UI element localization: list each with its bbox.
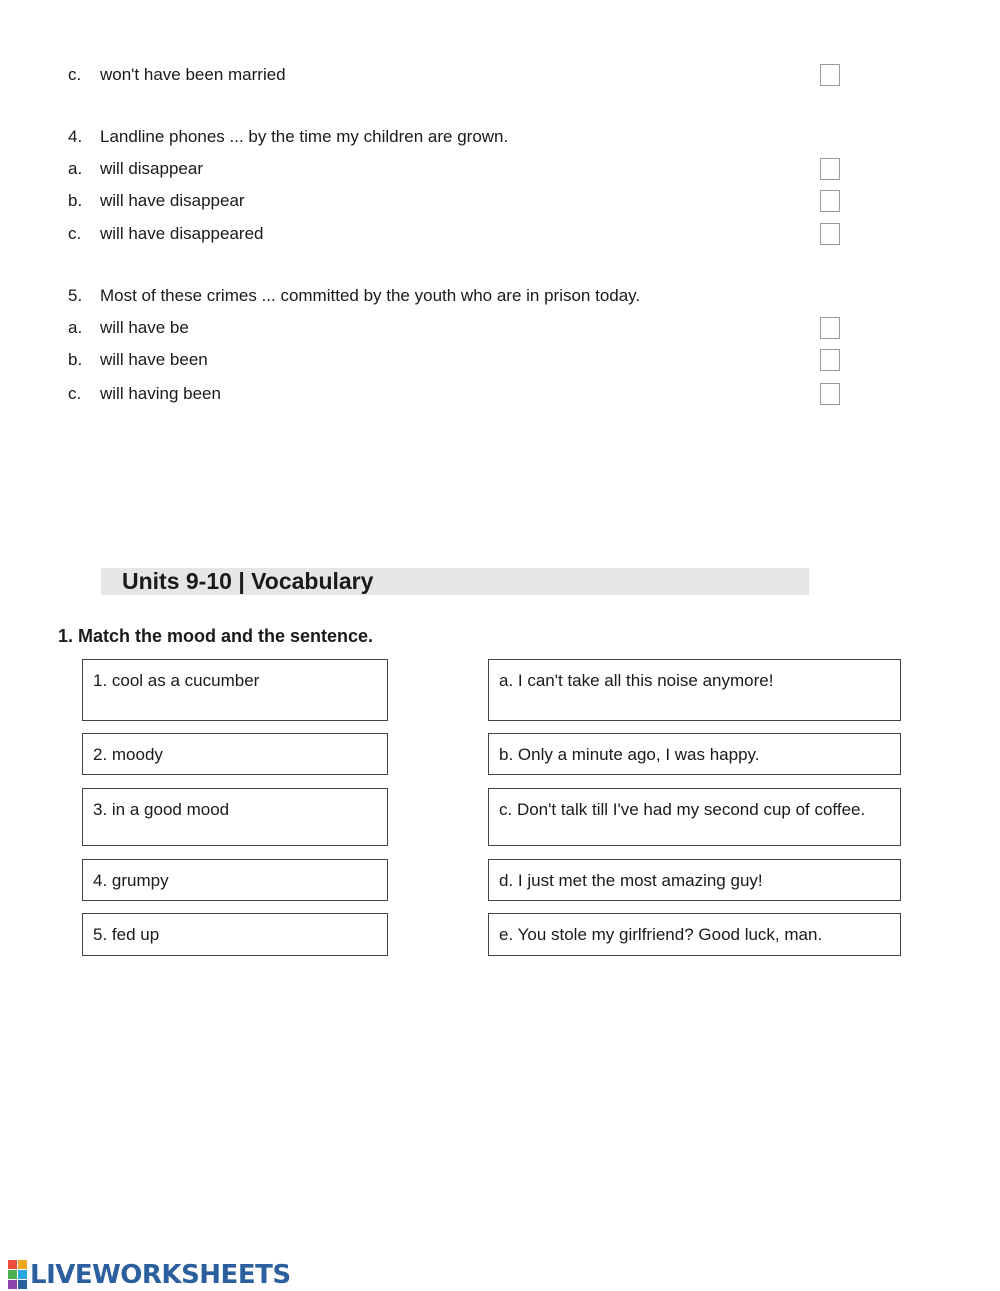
q5-number: 5. (68, 286, 83, 305)
q5-option-b-checkbox[interactable] (820, 349, 840, 371)
q3-option-c-text: won't have been married (100, 65, 286, 84)
section-title: Units 9-10 | Vocabulary (122, 568, 374, 594)
q5-option-a-text: will have be (100, 318, 189, 337)
match-left-item-4[interactable]: 4. grumpy (82, 859, 388, 901)
q5-option-c-text: will having been (100, 384, 221, 403)
liveworksheets-logo-icon (8, 1260, 27, 1289)
match-right-item-b[interactable]: b. Only a minute ago, I was happy. (488, 733, 901, 775)
match-left-item-1[interactable]: 1. cool as a cucumber (82, 659, 388, 721)
liveworksheets-logo (8, 1260, 291, 1289)
q4-option-c-letter: c. (68, 224, 82, 243)
match-right-item-a[interactable]: a. I can't take all this noise anymore! (488, 659, 901, 721)
q5-option-c-checkbox[interactable] (820, 383, 840, 405)
match-left-item-3[interactable]: 3. in a good mood (82, 788, 388, 846)
q4-option-b-checkbox[interactable] (820, 190, 840, 212)
q5-option-a-checkbox[interactable] (820, 317, 840, 339)
q4-option-b-letter: b. (68, 191, 83, 210)
q4-option-c-text: will have disappeared (100, 224, 264, 243)
match-right-item-d[interactable]: d. I just met the most amazing guy! (488, 859, 901, 901)
q5-prompt: Most of these crimes ... committed by the youth who are in prison today. (100, 286, 641, 305)
q4-option-a-letter: a. (68, 159, 83, 178)
match-left-item-5[interactable]: 5. fed up (82, 913, 388, 956)
q5-option-b-text: will have been (100, 350, 208, 369)
q4-option-a-checkbox[interactable] (820, 158, 840, 180)
q4-option-c-checkbox[interactable] (820, 223, 840, 245)
q5-option-c-letter: c. (68, 384, 82, 403)
q4-option-b-text: will have disappear (100, 191, 245, 210)
q4-prompt: Landline phones ... by the time my children are grown. (100, 127, 509, 146)
match-left-item-2[interactable]: 2. moody (82, 733, 388, 775)
q4-option-a-text: will disappear (100, 159, 203, 178)
logo-text: LIVEWORKSHEETS (30, 1259, 291, 1290)
matching-instruction: 1. Match the mood and the sentence. (58, 626, 374, 646)
q4-number: 4. (68, 127, 83, 146)
q5-option-b-letter: b. (68, 350, 83, 369)
match-right-item-c[interactable]: c. Don't talk till I've had my second cup of coffee. (488, 788, 901, 846)
q3-option-c-checkbox[interactable] (820, 64, 840, 86)
q5-option-a-letter: a. (68, 318, 83, 337)
match-right-item-e[interactable]: e. You stole my girlfriend? Good luck, man. (488, 913, 901, 956)
q3-option-c-letter: c. (68, 65, 82, 84)
